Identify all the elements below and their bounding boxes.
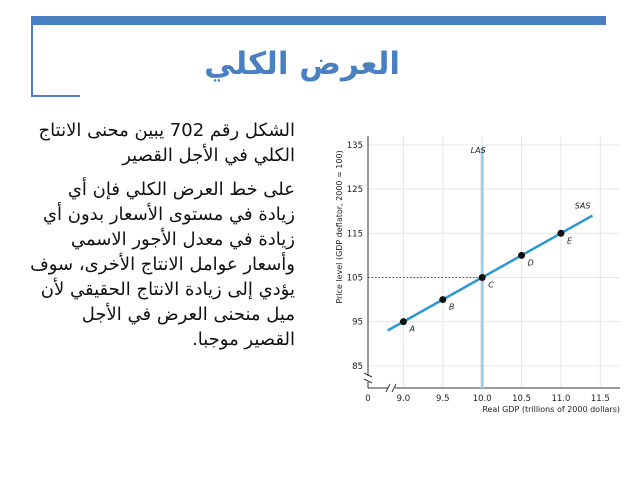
data-point xyxy=(518,252,525,259)
y-axis-title: Price level (GDP deflator, 2000 = 100) xyxy=(335,150,344,304)
x-tick-label: 10.5 xyxy=(512,394,532,404)
caption-paragraph-2: على خط العرض الكلي فإن أي زيادة في مستوى الأسعار بدون أي زيادة في معدل الأجور الاسمي وأسعار عوامل الانتاج الأخرى، سوف يؤدي إلى زيادة الانتاج الحقيقي لأن ميل منحنى العرض في الأجل القصير موجبا. xyxy=(30,179,295,350)
left-accent-rule xyxy=(31,25,33,97)
data-point xyxy=(400,318,407,325)
x-axis-title: Real GDP (trillions of 2000 dollars) xyxy=(482,405,620,414)
x-tick-label: 10.0 xyxy=(472,394,492,404)
x-tick-label: 11.0 xyxy=(551,394,571,404)
slide-caption xyxy=(30,118,295,352)
slide-title: العرض الكلي xyxy=(204,46,400,82)
origin-label: 0 xyxy=(365,394,371,404)
aggregate-supply-chart xyxy=(325,128,630,428)
top-accent-bar xyxy=(31,16,606,25)
y-tick-label: 95 xyxy=(352,317,363,328)
caption-paragraph-1: الشكل رقم 702 يبين محنى الانتاج الكلي في الأجل القصير xyxy=(38,120,295,166)
point-label: D xyxy=(527,258,534,268)
point-label: A xyxy=(409,324,415,334)
sas-label: SAS xyxy=(574,201,591,211)
point-label: C xyxy=(488,280,494,290)
y-tick-label: 85 xyxy=(352,361,363,372)
las-label: LAS xyxy=(470,146,486,155)
x-tick-label: 9.0 xyxy=(396,394,411,404)
data-point xyxy=(557,230,564,237)
data-point xyxy=(479,274,486,281)
point-label: E xyxy=(566,236,572,246)
point-label: B xyxy=(448,302,455,312)
x-tick-label: 9.5 xyxy=(436,394,450,404)
y-tick-label: 125 xyxy=(346,185,363,196)
x-tick-label: 11.5 xyxy=(590,394,610,404)
data-point xyxy=(439,296,446,303)
y-tick-label: 135 xyxy=(346,140,363,151)
bottom-accent-rule xyxy=(31,95,80,97)
y-tick-label: 105 xyxy=(346,273,363,284)
y-tick-label: 115 xyxy=(346,229,363,240)
